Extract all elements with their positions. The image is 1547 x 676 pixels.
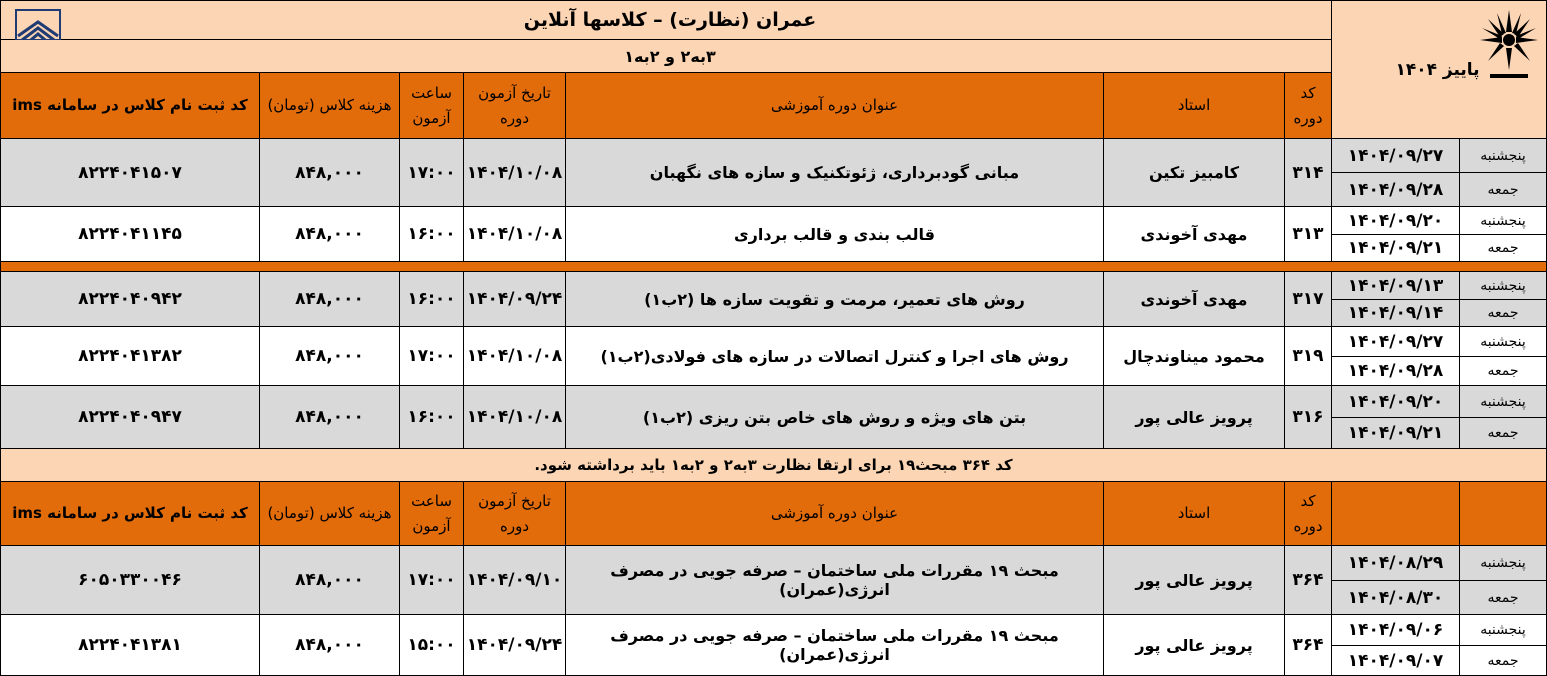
semester-label: پاییز ۱۴۰۴ [1395,60,1480,80]
course-title: روش های اجرا و کنترل اتصالات در سازه های فولادی(۲ب۱) [566,327,1104,386]
session-date-1: ۱۴۰۴/۰۸/۲۹ [1332,546,1460,581]
course-title: بتن های ویژه و روش های خاص بتن ریزی (۲ب۱) [566,386,1104,449]
course-code: ۳۱۳ [1285,207,1332,262]
col-header-code: کد دوره [1285,482,1332,546]
session-day-1: پنجشنبه [1460,546,1547,581]
course-title: مبحث ۱۹ مقررات ملی ساختمان – صرفه جویی در مصرف انرژی(عمران) [566,546,1104,615]
col-header-course: عنوان دوره آموزشی [566,482,1104,546]
teacher-name: پرویز عالی پور [1104,546,1285,615]
session-date-1: ۱۴۰۴/۰۹/۱۳ [1332,272,1460,300]
ims-code: ۶۰۵۰۳۳۰۰۴۶ [0,546,260,615]
exam-time: ۱۶:۰۰ [400,272,464,327]
exam-date: ۱۴۰۴/۱۰/۰۸ [464,207,566,262]
course-title: روش های تعمیر، مرمت و تقویت سازه ها (۲ب۱) [566,272,1104,327]
ims-code: ۸۲۲۴۰۴۱۳۸۲ [0,327,260,386]
class-fee: ۸۴۸,۰۰۰ [260,272,400,327]
col-header-exam-time: ساعت آزمون [400,482,464,546]
col-header-teacher: استاد [1104,482,1285,546]
session-day-2: جمعه [1460,646,1547,676]
teacher-name: کامبیز تکین [1104,139,1285,207]
teacher-name: مهدی آخوندی [1104,207,1285,262]
session-day-1: پنجشنبه [1460,386,1547,418]
col-header-code: کد دوره [1285,73,1332,139]
ims-code: ۸۲۲۴۰۴۰۹۴۲ [0,272,260,327]
session-date-1: ۱۴۰۴/۰۹/۰۶ [1332,615,1460,646]
col-header-blank-date [1332,482,1460,546]
teacher-name: پرویز عالی پور [1104,386,1285,449]
session-date-1: ۱۴۰۴/۰۹/۲۰ [1332,386,1460,418]
col-header-fee: هزینه کلاس (تومان) [260,73,400,139]
exam-time: ۱۶:۰۰ [400,386,464,449]
class-fee: ۸۴۸,۰۰۰ [260,386,400,449]
class-fee: ۸۴۸,۰۰۰ [260,546,400,615]
exam-date: ۱۴۰۴/۰۹/۱۰ [464,546,566,615]
session-date-2: ۱۴۰۴/۰۹/۲۱ [1332,235,1460,262]
session-date-2: ۱۴۰۴/۰۸/۳۰ [1332,581,1460,615]
session-day-1: پنجشنبه [1460,272,1547,300]
session-date-2: ۱۴۰۴/۰۹/۲۸ [1332,173,1460,207]
session-date-1: ۱۴۰۴/۰۹/۲۷ [1332,327,1460,357]
course-title: مبحث ۱۹ مقررات ملی ساختمان – صرفه جویی در مصرف انرژی(عمران) [566,615,1104,676]
exam-date: ۱۴۰۴/۰۹/۲۴ [464,615,566,676]
course-code: ۳۱۹ [1285,327,1332,386]
session-day-2: جمعه [1460,235,1547,262]
session-date-1: ۱۴۰۴/۰۹/۲۰ [1332,207,1460,235]
university-logo [1480,8,1538,84]
session-day-2: جمعه [1460,357,1547,386]
session-date-1: ۱۴۰۴/۰۹/۲۷ [1332,139,1460,173]
col-header-ims: کد ثبت نام کلاس در سامانه ims [0,482,260,546]
session-date-2: ۱۴۰۴/۰۹/۲۸ [1332,357,1460,386]
exam-date: ۱۴۰۴/۱۰/۰۸ [464,386,566,449]
session-day-2: جمعه [1460,173,1547,207]
exam-time: ۱۶:۰۰ [400,207,464,262]
col-header-blank-day [1460,482,1547,546]
col-header-course: عنوان دوره آموزشی [566,73,1104,139]
exam-time: ۱۷:۰۰ [400,546,464,615]
course-code: ۳۶۴ [1285,546,1332,615]
class-fee: ۸۴۸,۰۰۰ [260,139,400,207]
course-title: مبانی گودبرداری، ژئوتکنیک و سازه های نگهبان [566,139,1104,207]
col-header-exam-date: تاریخ آزمون دوره [464,482,566,546]
col-header-exam-date: تاریخ آزمون دوره [464,73,566,139]
session-date-2: ۱۴۰۴/۰۹/۲۱ [1332,418,1460,449]
session-day-1: پنجشنبه [1460,139,1547,173]
session-day-1: پنجشنبه [1460,327,1547,357]
col-header-fee: هزینه کلاس (تومان) [260,482,400,546]
session-day-1: پنجشنبه [1460,615,1547,646]
course-code: ۳۶۴ [1285,615,1332,676]
col-header-ims: کد ثبت نام کلاس در سامانه ims [0,73,260,139]
notice-bar: کد ۳۶۴ مبحث۱۹ برای ارتقا نظارت ۳به۲ و ۲به۱ باید برداشته شود. [0,449,1547,482]
exam-date: ۱۴۰۴/۰۹/۲۴ [464,272,566,327]
exam-date: ۱۴۰۴/۱۰/۰۸ [464,327,566,386]
col-header-exam-time: ساعت آزمون [400,73,464,139]
teacher-name: مهدی آخوندی [1104,272,1285,327]
course-code: ۳۱۴ [1285,139,1332,207]
session-day-1: پنجشنبه [1460,207,1547,235]
exam-time: ۱۷:۰۰ [400,327,464,386]
exam-time: ۱۵:۰۰ [400,615,464,676]
ims-code: ۸۲۲۴۰۴۱۱۴۵ [0,207,260,262]
ims-code: ۸۲۲۴۰۴۰۹۴۷ [0,386,260,449]
section-separator [0,262,1547,272]
course-title: قالب بندی و قالب برداری [566,207,1104,262]
class-fee: ۸۴۸,۰۰۰ [260,327,400,386]
class-fee: ۸۴۸,۰۰۰ [260,207,400,262]
exam-time: ۱۷:۰۰ [400,139,464,207]
session-date-2: ۱۴۰۴/۰۹/۱۴ [1332,300,1460,327]
session-day-2: جمعه [1460,581,1547,615]
ims-code: ۸۲۲۴۰۴۱۵۰۷ [0,139,260,207]
teacher-name: پرویز عالی پور [1104,615,1285,676]
ims-code: ۸۲۲۴۰۴۱۳۸۱ [0,615,260,676]
teacher-name: محمود میناوندچال [1104,327,1285,386]
page-subtitle: ۳به۲ و ۲به۱ [624,47,716,66]
exam-date: ۱۴۰۴/۱۰/۰۸ [464,139,566,207]
session-day-2: جمعه [1460,418,1547,449]
session-date-2: ۱۴۰۴/۰۹/۰۷ [1332,646,1460,676]
course-code: ۳۱۶ [1285,386,1332,449]
page-title: عمران (نظارت) – کلاسها آنلاین [523,9,817,31]
session-day-2: جمعه [1460,300,1547,327]
course-code: ۳۱۷ [1285,272,1332,327]
class-fee: ۸۴۸,۰۰۰ [260,615,400,676]
col-header-teacher: استاد [1104,73,1285,139]
